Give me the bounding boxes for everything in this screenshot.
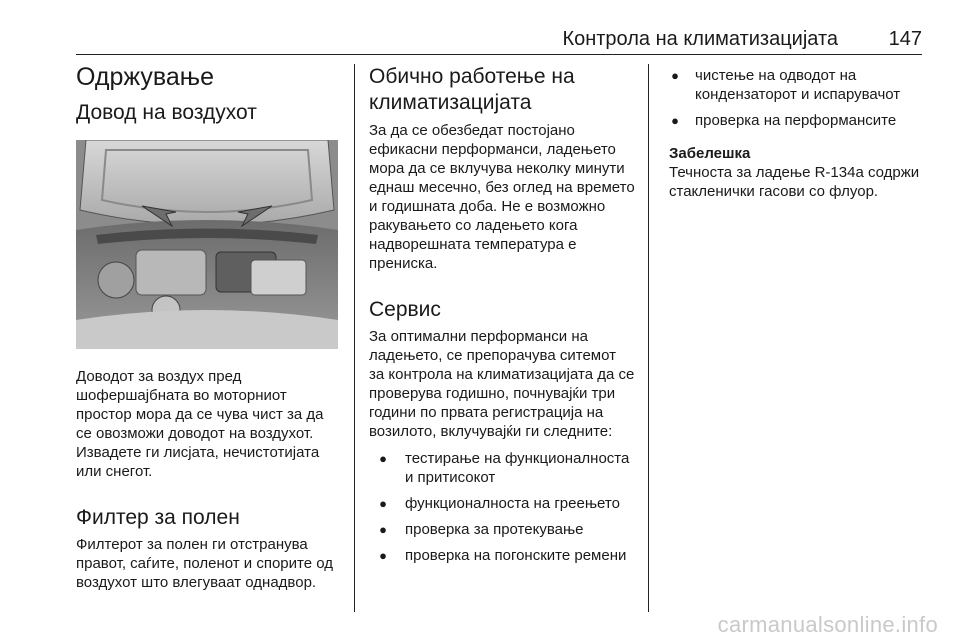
list-item: ● проверка на погонските ремени (379, 547, 627, 564)
list-item: ● чистење на одводот на кондензаторот и испарувачот (671, 67, 901, 103)
page-number: 147 (888, 28, 922, 50)
note-text: Течноста за ладење R-134a содржи стакленички гасови со флуор. (669, 164, 920, 200)
section-heading-maintenance: Одржување (76, 63, 215, 91)
subheading-pollen-filter: Филтер за полен (76, 506, 240, 529)
service-checklist (369, 449, 635, 565)
subheading-regular-operation: Обично работење на климатизацијата (369, 65, 575, 114)
list-item: ● проверка за протекување (379, 521, 584, 538)
engine-bay-photo (76, 140, 338, 349)
note-title: Забелешка (669, 145, 751, 162)
engine-bay-illustration (76, 140, 338, 349)
page-header (76, 28, 922, 55)
column-divider (648, 64, 649, 612)
subheading-air-intake: Довод на воздухот (76, 101, 257, 124)
air-intake-text: Доводот за воздух пред шофершајбната во моторниот простор мора да се чува чист за да се овозможи доводот на воздухот. Извадете ги лисјата, нечистотијата или снегот. (76, 368, 324, 480)
regular-operation-text: За да се обезбедат постојано ефикасни перформанси, ладењето мора да се вклучува неколку минути еднаш месечно, без оглед на времето и годишната доба. Не е возможно ракувањето со ладењето кога надворешната температура е прениска. (369, 122, 635, 272)
column-3 (669, 60, 939, 201)
service-text: За оптимални перформанси на ладењето, се препорачува ситемот за контрола на климатизацијата да се проверува годишно, почнувајќи три години по првата регистрација на возилото, вклучувајќи ги следните: (369, 328, 635, 440)
service-checklist-continued (669, 66, 939, 130)
watermark: carmanualsonline.info (717, 612, 938, 637)
column-1 (76, 60, 342, 592)
list-item: ● тестирање на функционалноста и притисокот (379, 450, 630, 486)
header-title: Контрола на климатизацијата (562, 28, 838, 50)
list-item: ● функционалноста на греењето (379, 495, 620, 512)
list-item: ● проверка на перформансите (671, 112, 897, 129)
column-2 (369, 60, 635, 565)
column-divider (354, 64, 355, 612)
subheading-service: Сервис (369, 298, 441, 321)
pollen-filter-text: Филтерот за полен ги отстранува правот, саѓите, поленот и спорите од воздухот што влегуваат однадвор. (76, 536, 334, 591)
